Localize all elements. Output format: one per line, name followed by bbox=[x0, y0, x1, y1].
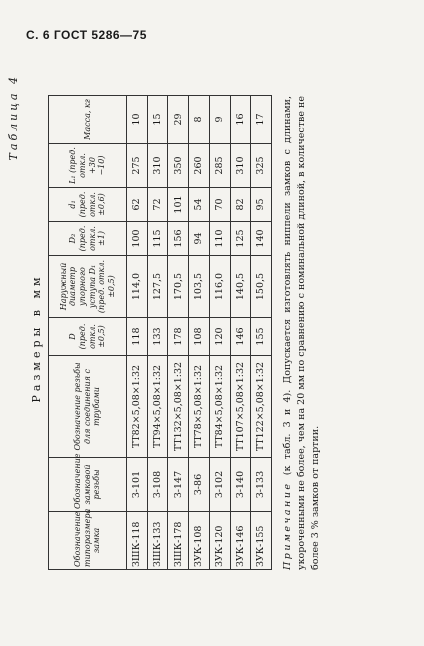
table-header-row bbox=[49, 96, 127, 570]
table-cell: З-102 bbox=[209, 458, 230, 512]
table-cell: 114,0 bbox=[127, 256, 148, 318]
table-cell: ТТ84×5,08×1:32 bbox=[209, 356, 230, 458]
table-cell: 310 bbox=[147, 144, 168, 188]
table-caption: Таблица 4 bbox=[7, 74, 20, 161]
table-cell: 108 bbox=[189, 318, 210, 356]
table-cell: 17 bbox=[251, 96, 272, 144]
table-cell: 350 bbox=[168, 144, 189, 188]
table-cell: ТТ122×5,08×1:32 bbox=[251, 356, 272, 458]
table-cell: 116,0 bbox=[209, 256, 230, 318]
table-cell: З-108 bbox=[147, 458, 168, 512]
table-row bbox=[230, 96, 251, 570]
table-cell: 82 bbox=[230, 188, 251, 222]
note-label: Примечание bbox=[282, 481, 293, 570]
table-row bbox=[168, 96, 189, 570]
table-cell: 16 bbox=[230, 96, 251, 144]
header-cell: D (пред. откл. ±0,5) bbox=[49, 318, 127, 356]
table-cell: ЗУК-120 bbox=[209, 512, 230, 570]
header-cell: Обозначение типоразмера замка bbox=[49, 512, 127, 570]
table-cell: 260 bbox=[189, 144, 210, 188]
table-body bbox=[127, 96, 272, 570]
specs-table bbox=[48, 95, 272, 570]
table-cell: ТТ132×5,08×1:32 bbox=[168, 356, 189, 458]
table-cell: З-140 bbox=[230, 458, 251, 512]
note-text: (к табл. 3 и 4). Допускается изготовлять ниппели замков с длинами, укороченными не более, чем на 20 мм по сравнению с номинальной длиной, в количестве не более 3 % замков от партии. bbox=[282, 96, 321, 570]
table-row bbox=[147, 96, 168, 570]
table-cell: ТТ78×5,08×1:32 bbox=[189, 356, 210, 458]
table-cell: ЗШК-118 bbox=[127, 512, 148, 570]
table-cell: 275 bbox=[127, 144, 148, 188]
table-cell: ЗШК-133 bbox=[147, 512, 168, 570]
table-cell: 178 bbox=[168, 318, 189, 356]
table-cell: 170,5 bbox=[168, 256, 189, 318]
table-cell: 29 bbox=[168, 96, 189, 144]
table-cell: 62 bbox=[127, 188, 148, 222]
table-cell: 10 bbox=[127, 96, 148, 144]
header-cell: d₁ (пред. откл. ±0,6) bbox=[49, 188, 127, 222]
table-cell: 15 bbox=[147, 96, 168, 144]
table-cell: 70 bbox=[209, 188, 230, 222]
table-row bbox=[127, 96, 148, 570]
page-header: С. 6 ГОСТ 5286—75 bbox=[26, 28, 147, 42]
table-cell: 101 bbox=[168, 188, 189, 222]
table-cell: ТТ94×5,08×1:32 bbox=[147, 356, 168, 458]
table-cell: 285 bbox=[209, 144, 230, 188]
table-cell: 146 bbox=[230, 318, 251, 356]
table-cell: 9 bbox=[209, 96, 230, 144]
table-row bbox=[251, 96, 272, 570]
rotated-content bbox=[5, 68, 335, 608]
table-cell: ЗУК-108 bbox=[189, 512, 210, 570]
table-cell: ТТ82×5,08×1:32 bbox=[127, 356, 148, 458]
header-cell: Наружный диаметр упорного уступа D₁ (пред. откл. ±0,5) bbox=[49, 256, 127, 318]
table-cell: 95 bbox=[251, 188, 272, 222]
header-cell: L₁ (пред. откл. +30 −10) bbox=[49, 144, 127, 188]
table-cell: 94 bbox=[189, 222, 210, 256]
table-row bbox=[189, 96, 210, 570]
table-cell: 133 bbox=[147, 318, 168, 356]
header-cell: D₂ (пред. откл. ±1) bbox=[49, 222, 127, 256]
table-cell: 110 bbox=[209, 222, 230, 256]
table-cell: 118 bbox=[127, 318, 148, 356]
table-cell: ЗУК-155 bbox=[251, 512, 272, 570]
table-cell: 72 bbox=[147, 188, 168, 222]
table-row bbox=[209, 96, 230, 570]
table-note bbox=[281, 96, 322, 570]
units-caption: Размеры в мм bbox=[30, 273, 43, 403]
table-cell: 310 bbox=[230, 144, 251, 188]
table-cell: 103,5 bbox=[189, 256, 210, 318]
table-cell: 140,5 bbox=[230, 256, 251, 318]
table-cell: 156 bbox=[168, 222, 189, 256]
table-cell: 100 bbox=[127, 222, 148, 256]
table-cell: З-101 bbox=[127, 458, 148, 512]
table-cell: З-147 bbox=[168, 458, 189, 512]
table-cell: 125 bbox=[230, 222, 251, 256]
table-cell: 325 bbox=[251, 144, 272, 188]
table-cell: 8 bbox=[189, 96, 210, 144]
header-cell: Масса, кг bbox=[49, 96, 127, 144]
header-cell: Обозначение замковой резьбы bbox=[49, 458, 127, 512]
table-cell: З-133 bbox=[251, 458, 272, 512]
table-cell: 54 bbox=[189, 188, 210, 222]
table-cell: ТТ107×5,08×1:32 bbox=[230, 356, 251, 458]
table-cell: 120 bbox=[209, 318, 230, 356]
table-cell: З-86 bbox=[189, 458, 210, 512]
table-cell: 140 bbox=[251, 222, 272, 256]
table-cell: ЗШК-178 bbox=[168, 512, 189, 570]
header-cell: Обозначение резьбы для соединения с трубами bbox=[49, 356, 127, 458]
table-cell: ЗУК-146 bbox=[230, 512, 251, 570]
table-cell: 115 bbox=[147, 222, 168, 256]
table-cell: 150,5 bbox=[251, 256, 272, 318]
table-cell: 155 bbox=[251, 318, 272, 356]
table-cell: 127,5 bbox=[147, 256, 168, 318]
